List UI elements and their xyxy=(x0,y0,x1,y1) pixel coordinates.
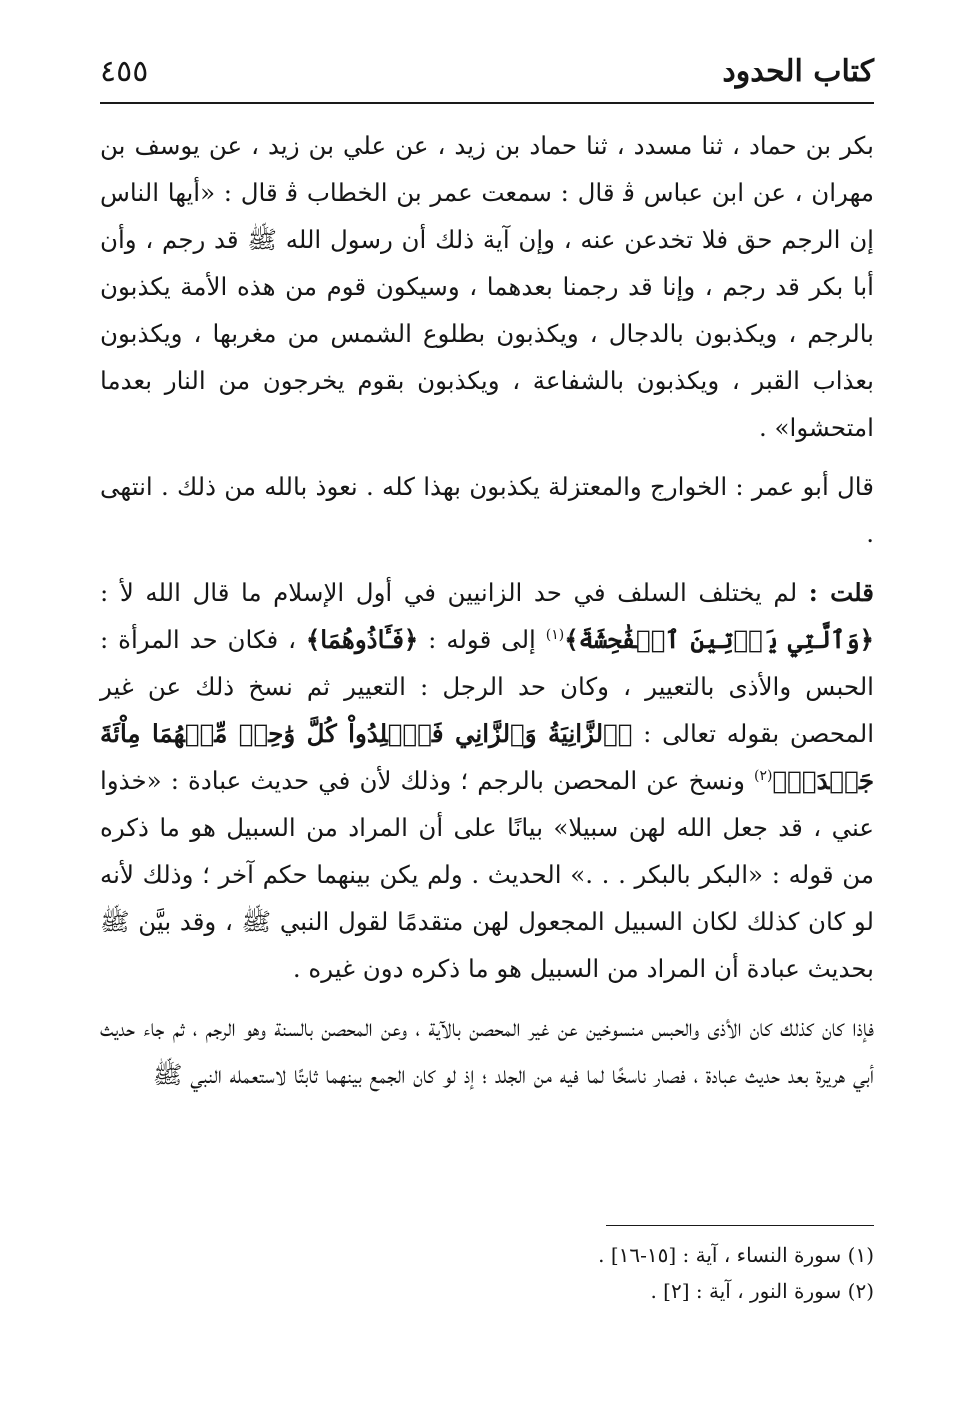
quran-verse: ﴿ٱلزَّانِيَةُ وَٱلزَّانِي فَٱجۡلِدُواْ كُلَّ وَٰحِدٖ مِّنۡهُمَا مِاْئَةَ جَلۡدَةٖ﴾ xyxy=(100,719,874,795)
footnote-rule xyxy=(606,1225,874,1226)
footnotes xyxy=(100,1237,874,1309)
main-text xyxy=(100,122,874,1098)
page-number: ٤٥٥ xyxy=(100,54,149,89)
paragraph-abu-umar: قال أبو عمر : الخوارج والمعتزلة يكذبون بهذا كله . نعوذ بالله من ذلك . انتهى . xyxy=(100,472,874,548)
footnote: (٢) سورة النور ، آية : [٢] . xyxy=(650,1279,874,1303)
paragraph-hadith: بكر بن حماد ، ثنا مسدد ، ثنا حماد بن زيد ، عن علي بن زيد ، عن يوسف بن مهران ، عن ابن عباس ﭬ قال : سمعت عمر بن الخطاب ﭬ قال : «أيها الناس إن الرجم حق فلا تخدعن عنه ، وإن آية ذلك أن رسول الله ﷺ قد رجم ، وأن أبا بكر قد رجم ، وإنا قد رجمنا بعدهما ، وسيكون قوم من هذه الأمة يكذبون بالرجم ، ويكذبون بالدجال ، ويكذبون بطلوع الشمس من مغربها ، ويكذبون بعذاب القبر ، ويكذبون بالشفاعة ، ويكذبون بقوم يخرجون من النار بعدما امتحشوا» . xyxy=(100,131,874,442)
text-segment: ، فكان حد المرأة : الحبس والأذى بالتعيير ، وكان حد الرجل : التعيير ثم نسخ ذلك عن غير المحصن بقوله تعالى : xyxy=(100,625,874,748)
footnote: (١) سورة النساء ، آية : [١٥-١٦] . xyxy=(598,1243,874,1267)
quran-verse: ﴿فَـَٔاذُوهُمَا﴾ xyxy=(305,625,419,654)
footnote-ref: (٢) xyxy=(754,767,773,784)
text-segment: ونسخ عن المحصن بالرجم ؛ وذلك لأن في حديث عبادة : «خذوا عني ، قد جعل الله لهن سبيلا» بيانًا على أن المراد من السبيل هو ما ذكره من قوله : «البكر بالبكر . . .» الحديث . ولم يكن بينهما حكم آخر ؛ وذلك لأنه لو كان كذلك لكان السبيل المجعول لهن متقدمًا لقول النبي ﷺ ، وقد بيَّن ﷺ بحديث عبادة أن المراد من السبيل هو ما ذكره دون غيره . xyxy=(100,766,874,983)
running-title: كتاب الحدود xyxy=(722,54,874,89)
text-segment: لم يختلف السلف في حد الزانيين في أول الإسلام ما قال الله ﻷ : xyxy=(100,578,809,607)
footnote-ref: (١) xyxy=(545,626,565,643)
text-segment: إلى قوله : xyxy=(418,625,546,654)
quran-verse: ﴿وَٱلَّتِي يَأۡتِينَ ٱلۡفَٰحِشَةَ﴾ xyxy=(564,625,874,654)
paragraph-qultu xyxy=(100,569,874,992)
page-header xyxy=(100,52,874,98)
lead-word: قلت : xyxy=(808,578,874,607)
header-rule xyxy=(100,102,874,104)
paragraph-conclusion: فإذا كان كذلك كان الأذى والحبس منسوخين عن غير المحصن بالآية ، وعن المحصن بالسنة وهو الرجم ، ثم جاء حديث أبي هريرة بعد حديث عبادة ، فصار ناسخًا لما فيه من الجلد ؛ إذ لو كان الجمع بينهما ثابتًا لاستعمله النبي ﷺ xyxy=(100,1013,874,1089)
